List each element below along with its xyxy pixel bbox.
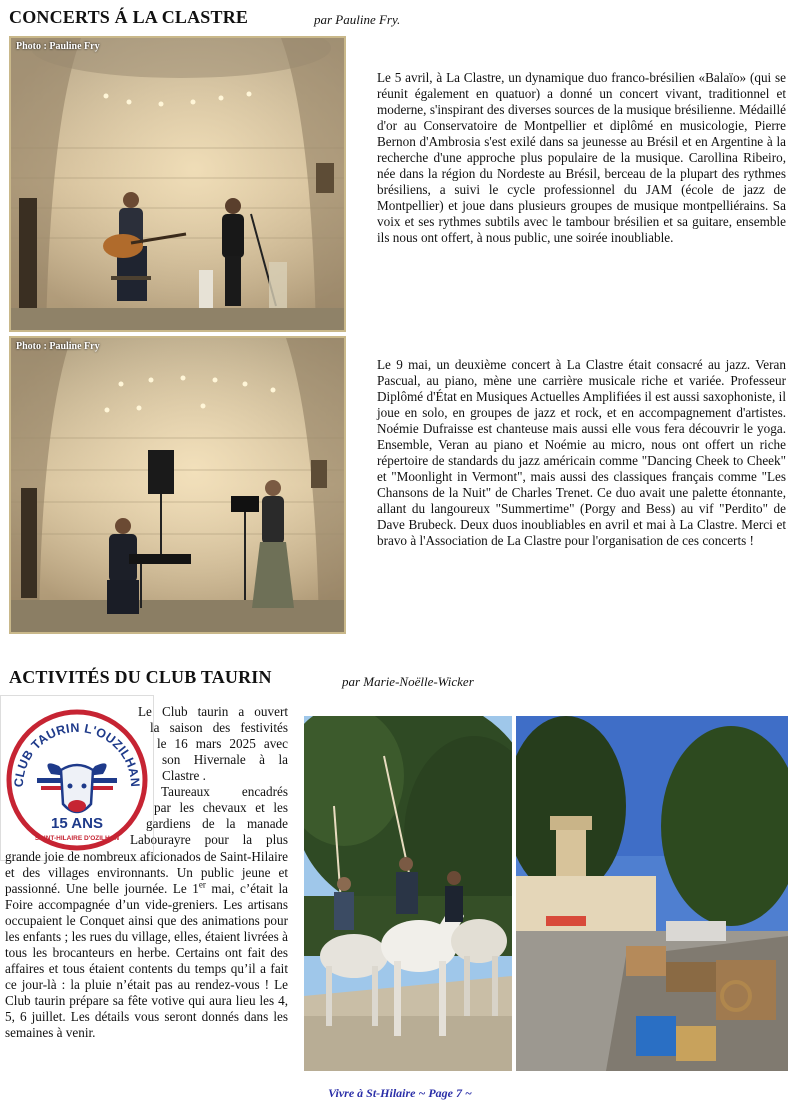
concert-photo-1-illustration — [11, 38, 344, 330]
byline-club-taurin: par Marie-Noëlle-Wicker — [342, 674, 474, 689]
paragraph-club-taurin — [5, 849, 288, 1041]
wrap-line: par les chevaux et les — [154, 800, 288, 815]
wrap-line: la saison des festivités — [150, 720, 288, 735]
photo-credit-2: Photo : Pauline Fry — [16, 341, 100, 352]
section-title-club-taurin: ACTIVITÉS DU CLUB TAURIN — [9, 667, 272, 687]
byline-concerts: par Pauline Fry. — [314, 12, 401, 27]
wrap-line: Le Club taurin a ouvert — [138, 704, 288, 719]
superscript-er: er — [198, 879, 206, 890]
logo-arc-text: CLUB TAURIN L'OUZILHAN — [11, 720, 143, 788]
wrap-line: son Hivernale à la — [162, 752, 288, 767]
photo-jazz-concert — [9, 336, 346, 634]
club-taurin-wrapped-text — [128, 704, 288, 848]
club-taurin-text-b: mai, c’était la Foire accompagnée d’un vide-greniers. Les artisans occupaient le Conquet ainsi que des animations pour les enfants ; les rues du village, elles, étaient livrées à tous les brocanteurs en herbe. Certains ont fait des affaires et tous étaient contents du temps qu’il a fait ce jour-là : la pluie n’était pas au rendez-vous ! Le Club taurin prépare sa fête votive qui aura lieu les 4, 5, 6 juillet. Les détails vous seront donnés dans les semaines à venir. — [5, 881, 288, 1040]
fair-photo-illustration — [516, 716, 788, 1071]
wrap-line: le 16 mars 2025 avec — [157, 736, 288, 751]
concert-photo-2-illustration — [11, 338, 344, 632]
wrap-line: Labourayre pour la plus — [130, 832, 288, 847]
horses-photo-illustration — [304, 716, 512, 1071]
paragraph-balaio: Le 5 avril, à La Clastre, un dynamique duo franco-brésilien «Balaïo» (qui se réunit également en quatuor) a donné un concert vivant, traditionnel et moderne, s'inspirant des diverses sources de la musique brésilienne. Médaillé d'or au Conservatoire de Montpellier et diplômé en musicologie, Pierre Bernon d'Ambrosia s'est exilé dans sa jeunesse au Brésil et en Argentine à la recherche d'une approche plus populaire de la musique. Carollina Ribeiro, née dans la région du Nordeste au Brésil, berceau de la plupart des rythmes brésiliens, a suivi le cycle professionnel du JAM (école de jazz de Montpellier) et joue dans plusieurs groupes de musique montpelliérains. Sa voix et ses rythmes subtils avec le tambour brésilien et sa guitare, ensemble ils nous ont offert, à nous public, une soirée inoubliable. — [377, 70, 786, 245]
wrap-line: gardiens de la manade — [146, 816, 288, 831]
photo-balaio-concert — [9, 36, 346, 332]
logo-bottom-text: SAINT-HILAIRE D'OZILHAN — [34, 835, 120, 842]
section-title-concerts: CONCERTS Á LA CLASTRE — [9, 7, 249, 27]
wrap-line: Taureaux encadrés — [161, 784, 288, 799]
paragraph-jazz: Le 9 mai, un deuxième concert à La Clastre était consacré au jazz. Veran Pascual, au piano, mène une carrière musicale riche et variée. Professeur Diplômé d'État en Musiques Actuelles Amplifiées il est aussi saxophoniste, il joue en solo, en groupes de jazz et rock, et en accompagnement d'artistes. Noémie Dufraisse est chanteuse mais aussi elle vous fera découvrir le yoga. Ensemble, Veran au piano et Noémie au micro, nous ont offert un riche répertoire de standards du jazz américain comme "Dancing Cheek to Cheek" et "Moonlight in Vermont", mais aussi des classiques français comme "Les Chansons de la Nuit" de Charles Trenet. Ce duo avait une palette étonnante, allant du langoureux "Summertime" (Porgy and Bess) au vif "Perdito" de Dave Brubeck. Deux duos inoubliables en avril et mai à La Clastre. Merci et bravo à l'Association de La Clastre pour l'organisation de ces concerts ! — [377, 357, 786, 548]
wrap-line: Clastre . — [162, 768, 206, 783]
club-taurin-text-a: grande joie de nombreux aficionados de Saint-Hilaire et des villages environnants. Un public jeune et passionné. Une belle journée. Le 1 — [5, 849, 288, 896]
logo-years: 15 ANS — [51, 815, 103, 832]
photo-horses-gardians — [304, 716, 512, 1071]
photo-credit-1: Photo : Pauline Fry — [16, 41, 100, 52]
page-footer: Vivre à St-Hilaire ~ Page 7 ~ — [328, 1086, 472, 1100]
photo-vide-greniers — [516, 716, 788, 1071]
